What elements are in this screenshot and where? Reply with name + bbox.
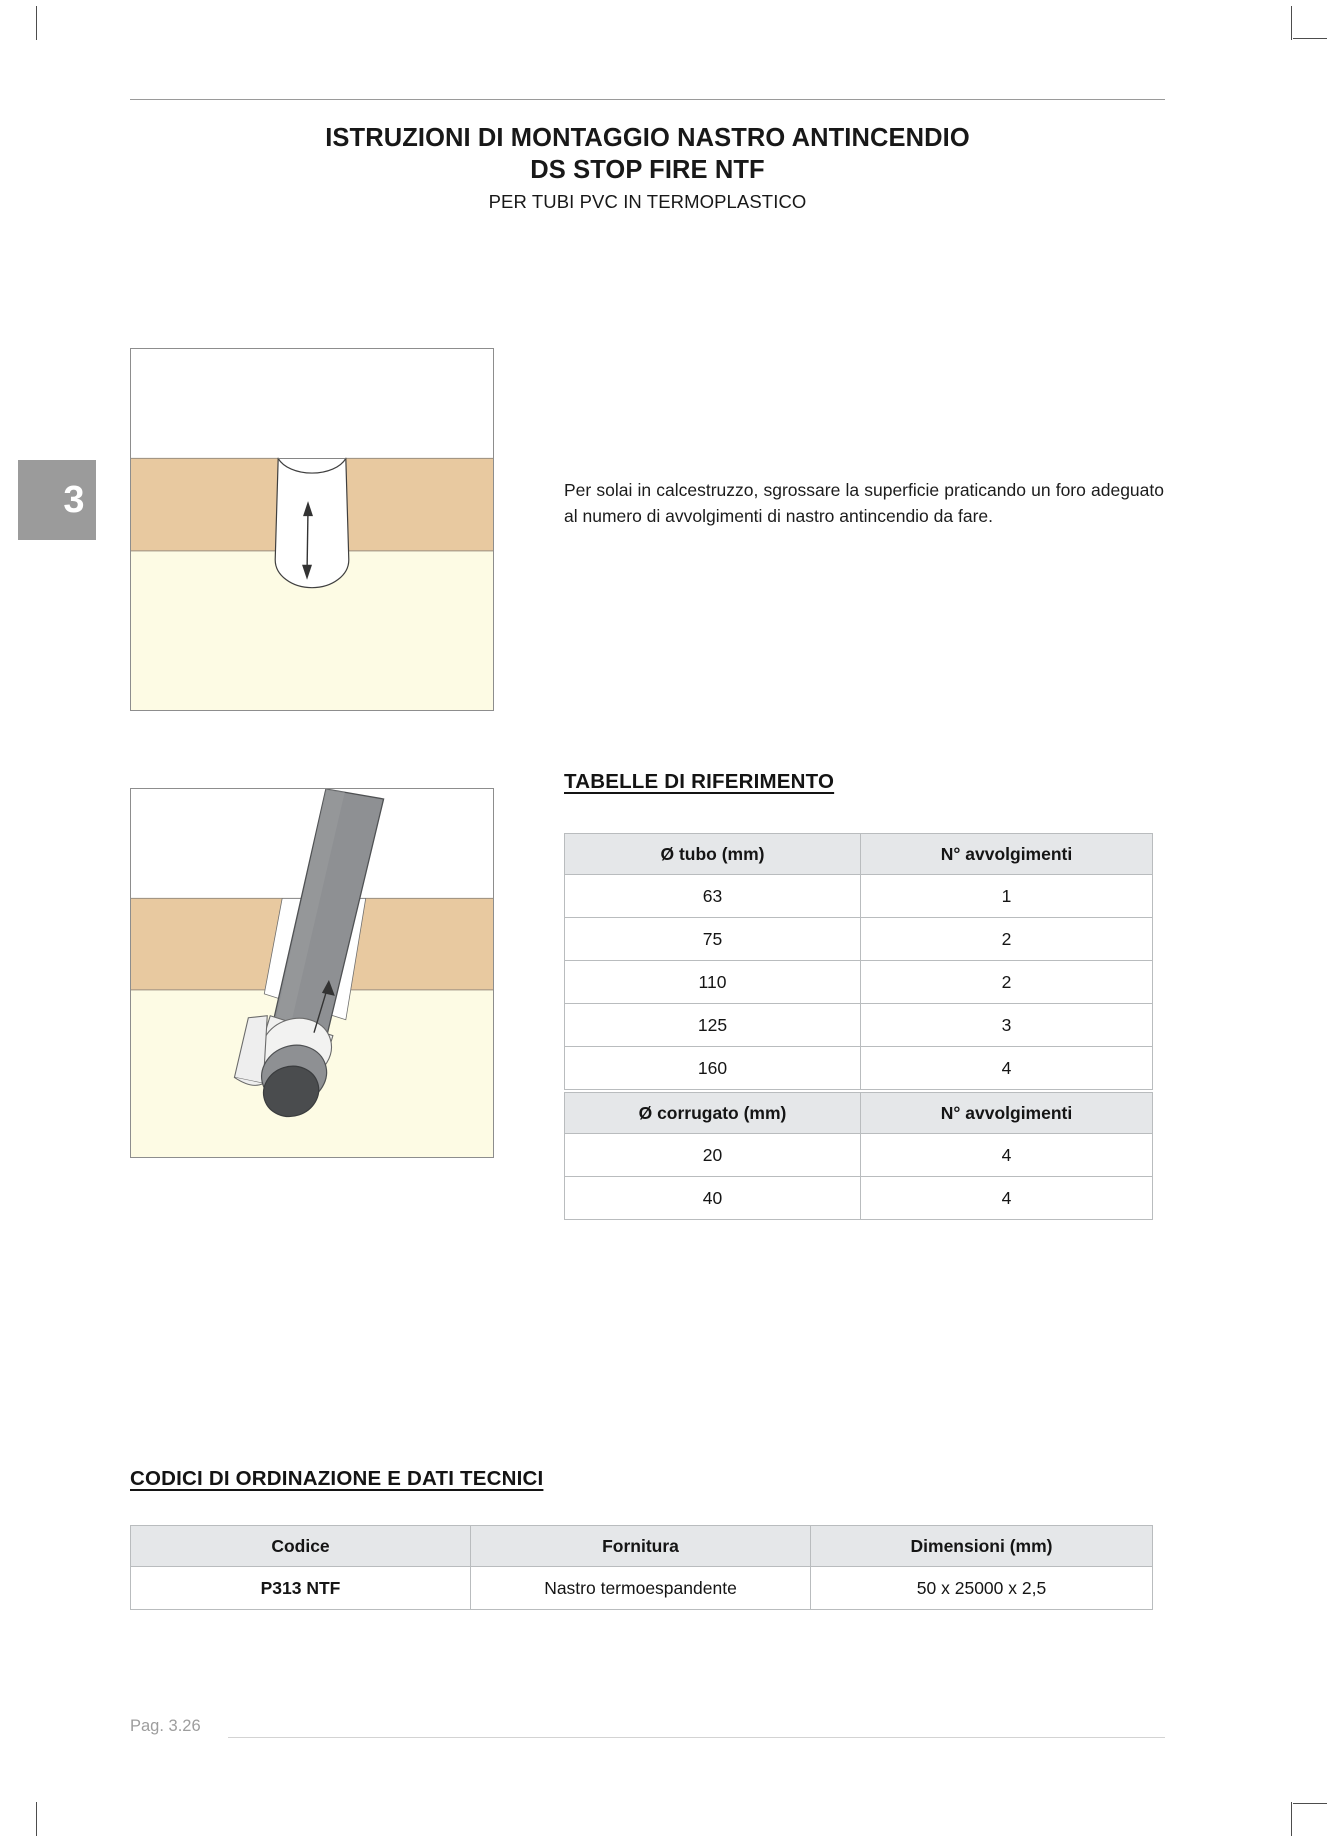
table-row xyxy=(565,1047,1153,1090)
table-row xyxy=(565,1004,1153,1047)
table-row xyxy=(565,1177,1153,1220)
column-header-avvolgimenti: N° avvolgimenti xyxy=(861,1093,1153,1134)
column-header-dimensioni: Dimensioni (mm) xyxy=(811,1526,1153,1567)
cell-dimensioni: 50 x 25000 x 2,5 xyxy=(811,1567,1153,1610)
table-codici-ordinazione xyxy=(130,1525,1153,1610)
footer-divider xyxy=(228,1737,1165,1738)
cell-avvolgimenti: 4 xyxy=(861,1047,1153,1090)
figure-drilled-hole xyxy=(130,348,494,711)
cell-diametro: 75 xyxy=(565,918,861,961)
cell-diametro: 40 xyxy=(565,1177,861,1220)
column-header-diametro-corrugato: Ø corrugato (mm) xyxy=(565,1093,861,1134)
cell-avvolgimenti: 3 xyxy=(861,1004,1153,1047)
table-header-row xyxy=(565,834,1153,875)
column-header-diametro-tubo: Ø tubo (mm) xyxy=(565,834,861,875)
cell-avvolgimenti: 2 xyxy=(861,918,1153,961)
column-header-fornitura: Fornitura xyxy=(471,1526,811,1567)
figure-pipe-with-tape xyxy=(130,788,494,1158)
page-title-line-2: DS STOP FIRE NTF xyxy=(530,156,765,184)
table-row xyxy=(565,918,1153,961)
cell-fornitura: Nastro termoespandente xyxy=(471,1567,811,1610)
cell-avvolgimenti: 4 xyxy=(861,1134,1153,1177)
cell-diametro: 160 xyxy=(565,1047,861,1090)
cell-avvolgimenti: 4 xyxy=(861,1177,1153,1220)
table-row xyxy=(565,961,1153,1004)
section-heading-codici: CODICI DI ORDINAZIONE E DATI TECNICI xyxy=(130,1467,544,1490)
page-title-block xyxy=(130,122,1165,213)
chapter-tab: 3 xyxy=(18,460,96,540)
cell-avvolgimenti: 1 xyxy=(861,875,1153,918)
cell-diametro: 63 xyxy=(565,875,861,918)
section-heading-tabelle: TABELLE DI RIFERIMENTO xyxy=(564,770,835,793)
column-header-avvolgimenti: N° avvolgimenti xyxy=(861,834,1153,875)
page-title-line-1: ISTRUZIONI DI MONTAGGIO NASTRO ANTINCENDIO xyxy=(325,124,970,152)
cell-diametro: 20 xyxy=(565,1134,861,1177)
table-header-row xyxy=(565,1093,1153,1134)
table-diametro-corrugato xyxy=(564,1092,1153,1220)
table-header-row xyxy=(131,1526,1153,1567)
column-header-codice: Codice xyxy=(131,1526,471,1567)
table-diametro-tubo xyxy=(564,833,1153,1090)
figure-pipe-with-tape-graphic xyxy=(131,789,493,1157)
instruction-paragraph: Per solai in calcestruzzo, sgrossare la superficie praticando un foro adeguato al numero di avvolgimenti di nastro antincendio da fare. xyxy=(564,480,1164,526)
footer-page-number: Pag. 3.26 xyxy=(130,1717,201,1735)
figure-drilled-hole-graphic xyxy=(131,349,493,710)
cell-diametro: 110 xyxy=(565,961,861,1004)
page-subtitle: PER TUBI PVC IN TERMOPLASTICO xyxy=(488,191,807,212)
table-row xyxy=(565,1134,1153,1177)
cell-avvolgimenti: 2 xyxy=(861,961,1153,1004)
cell-codice: P313 NTF xyxy=(131,1567,471,1610)
table-row xyxy=(565,875,1153,918)
header-divider xyxy=(130,99,1165,100)
table-row xyxy=(131,1567,1153,1610)
cell-diametro: 125 xyxy=(565,1004,861,1047)
